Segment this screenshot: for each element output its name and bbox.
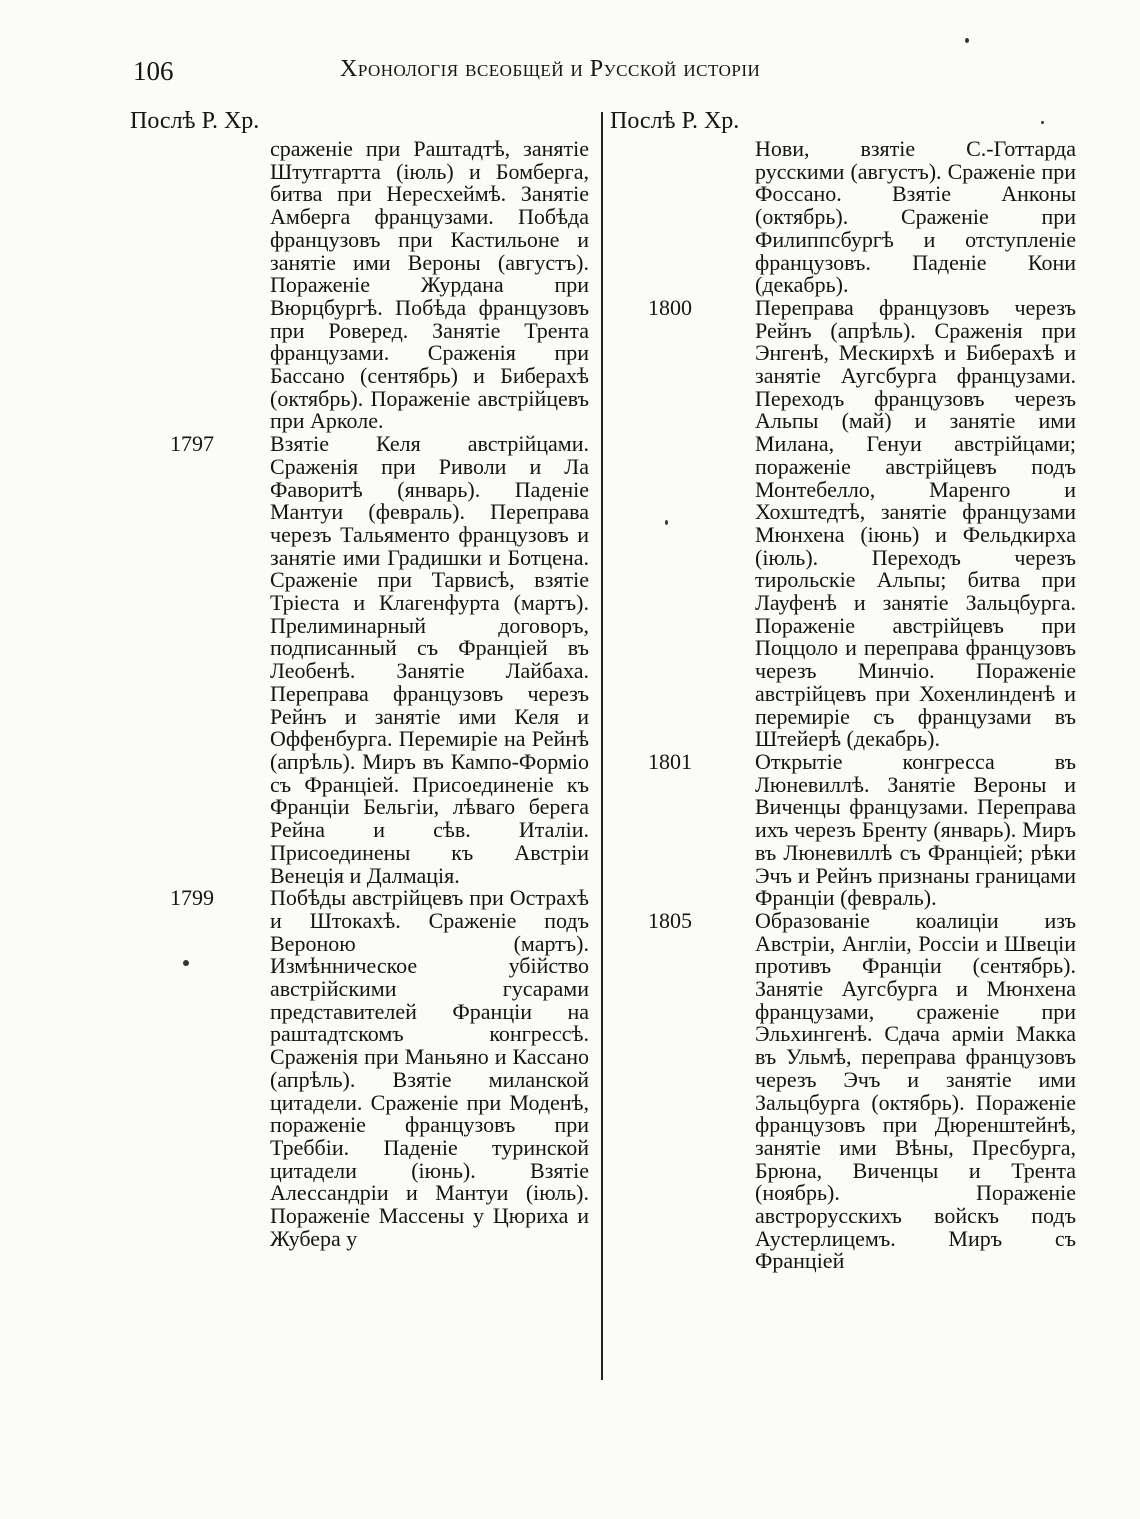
- era-label-left: Послѣ Р. Хр.: [130, 108, 260, 134]
- entry-text: Образованіе коалиціи изъ Австріи, Англіи, Россіи и Швеціи противъ Франціи (сентябрь). Занятіе Аугсбурга и Мюнхена французами, сраженіе при Эльхингенѣ. Сдача арміи Макка въ Ульмѣ, переправа французовъ черезъ Эчъ и занятіе ими Зальцбурга (октябрь). Пораженіе французовъ при Дюренштейнѣ, занятіе ими Вѣны, Пресбурга, Брюна, Виченцы и Трента (ноябрь). Пораженіе австрорусскихъ войскъ подъ Аустерлицемъ. Миръ съ Франціей: [755, 907, 1076, 1274]
- column-divider: [601, 112, 603, 1380]
- chronology-entry: [170, 433, 595, 887]
- scan-speck: [665, 520, 668, 525]
- running-head-title: Хронологія всеобщей и Русской исторіи: [340, 56, 761, 82]
- entry-text: Переправа французовъ черезъ Рейнъ (апрѣль). Сраженія при Энгенѣ, Мескирхѣ и Биберахѣ и занятіе Аугсбурга французами. Переходъ французовъ черезъ Альпы (май) и занятіе ими Милана, Генуи австрійцами; пораженіе австрійцевъ подъ Монтебелло, Маренго и Хохштедтѣ, занятіе французами Мюнхена (іюнь) и Фельдкирха (іюль). Переходъ черезъ тирольскіе Альпы; битва при Лауфенѣ и занятіе Зальцбурга. Пораженіе австрійцевъ при Поццоло и переправа французовъ черезъ Минчіо. Пораженіе австрійцевъ при Хохенлинденѣ и перемиріе съ французами въ Штейерѣ (декабрь).: [755, 294, 1076, 752]
- entry-year: 1797: [170, 431, 214, 457]
- left-column: [170, 138, 595, 1250]
- chronology-entry: [170, 138, 595, 433]
- chronology-entry: [648, 294, 1076, 752]
- scan-speck: [965, 38, 969, 43]
- chronology-entry: [648, 907, 1076, 1274]
- era-label-right: Послѣ Р. Хр.: [610, 108, 740, 134]
- entry-text: Открытіе конгресса въ Люневиллѣ. Занятіе Вероны и Виченцы французами. Переправа ихъ черезъ Бренту (январь). Миръ въ Люневиллѣ съ Франціей; рѣки Эчъ и Рейнъ признаны границами Франціи (февраль).: [755, 748, 1076, 911]
- page-number: 106: [133, 56, 174, 86]
- chronology-entry: [648, 748, 1076, 911]
- entry-year: 1805: [648, 907, 692, 933]
- scan-speck: [1041, 121, 1044, 124]
- entry-text: Нови, взятіе С.-Готтарда русскими (августъ). Сраженіе при Фоссано. Взятіе Анконы (октябрь). Сраженіе при Филиппсбургѣ и отступленіе французовъ. Паденіе Кони (декабрь).: [755, 136, 1076, 298]
- chronology-entry: [170, 887, 595, 1250]
- entry-year: 1799: [170, 885, 214, 911]
- entry-year: 1801: [648, 748, 692, 774]
- entry-year: 1800: [648, 294, 692, 320]
- entry-text: Взятіе Келя австрійцами. Сраженія при Риволи и Ла Фаворитѣ (январь). Паденіе Мантуи (февраль). Переправа черезъ Тальяменто французовъ и занятіе ими Градишки и Ботцена. Сраженіе при Тарвисѣ, взятіе Тріеста и Клагенфурта (мартъ). Прелиминарный договоръ, подписанный съ Франціей въ Леобенѣ. Занятіе Лайбаха. Переправа французовъ черезъ Рейнъ и занятіе ими Келя и Оффенбурга. Перемиріе на Рейнѣ (апрѣль). Миръ въ Кампо-Форміо съ Франціей. Присоединеніе къ Франціи Бельгіи, лѣваго берега Рейна и сѣв. Италіи. Присоединены къ Австріи Венеція и Далмація.: [270, 431, 589, 888]
- chronology-entry: [648, 138, 1076, 297]
- entry-text: Побѣды австрійцевъ при Острахѣ и Штокахѣ. Сраженіе подъ Вероною (мартъ). Измѣнническое убійство австрійскими гусарами представителей Франціи на раштадтскомъ конгрессѣ. Сраженія при Маньяно и Кассано (апрѣль). Взятіе миланской цитадели. Сраженіе при Моденѣ, пораженіе французовъ при Треббіи. Паденіе туринской цитадели (іюнь). Взятіе Алессандріи и Мантуи (іюль). Пораженіе Массены у Цюриха и Жубера у: [270, 885, 589, 1251]
- scan-speck: [183, 960, 189, 966]
- entry-text: сраженіе при Раштадтѣ, занятіе Штутгартта (іюль) и Бомберга, битва при Нересхеймѣ. Занятіе Амберга французами. Побѣда французовъ при Кастильоне и занятіе ими Вероны (августъ). Пораженіе Журдана при Вюрцбургѣ. Побѣда французовъ при Роверед. Занятіе Трента французами. Сраженія при Бассано (сентябрь) и Биберахѣ (октябрь). Пораженіе австрійцевъ при Арколе.: [270, 136, 589, 434]
- right-column: [648, 138, 1076, 1273]
